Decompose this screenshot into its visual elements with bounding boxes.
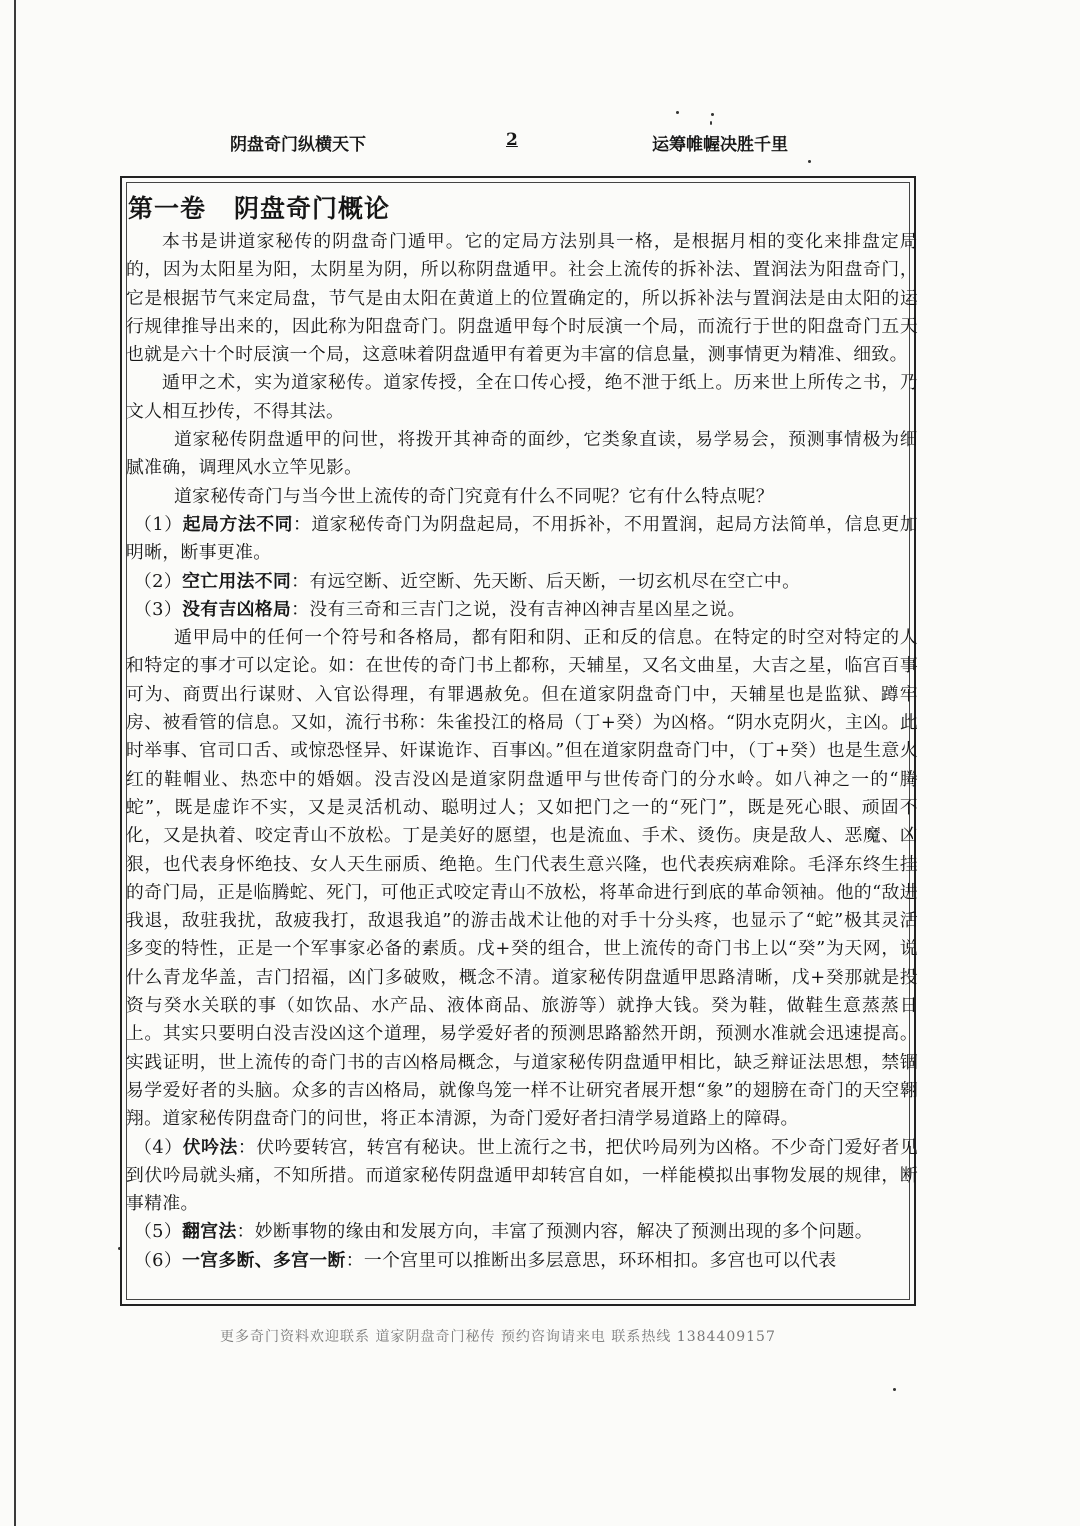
scan-speck [710, 121, 712, 125]
item-heading: 伏吟法 [182, 1136, 238, 1158]
scan-speck [676, 111, 679, 114]
item-text: ：一个宫里可以推断出多层意思，环环相扣。多宫也可以代表 [345, 1249, 837, 1271]
item-number: （4） [134, 1136, 183, 1158]
feature-item [126, 1218, 918, 1246]
paragraph: 遁甲之术，实为道家秘传。道家传授，全在口传心授，绝不泄于纸上。历来世上所传之书，乃文人相互抄传，不得其法。 [126, 372, 918, 422]
paragraph: 道家秘传奇门与当今世上流传的奇门究竟有什么不同呢？它有什么特点呢？ [174, 485, 774, 507]
paragraph: 本书是讲道家秘传的阴盘奇门遁甲。它的定局方法别具一格，是根据月相的变化来排盘定局的，因为太阳星为阳，太阴星为阴，所以称阴盘遁甲。社会上流传的拆补法、置润法为阳盘奇门，它是根据节气来定局盘，节气是由太阳在黄道上的位置确定的，所以拆补法与置润法是由太阳的运行规律推导出来的，因此称为阳盘奇门。阴盘遁甲每个时辰演一个局，而流行于世的阳盘奇门五天也就是六十个时辰演一个局，这意味着阴盘遁甲有着更为丰富的信息量，测事情更为精准、细致。 [126, 231, 918, 366]
item-text: ：没有三奇和三吉门之说，没有吉神凶神吉星凶星之说。 [291, 598, 746, 620]
chapter-heading [128, 190, 918, 228]
feature-item [126, 1134, 918, 1219]
scan-speck [808, 160, 811, 163]
item-text: ：妙断事物的缘由和发展方向，丰富了预测内容，解决了预测出现的多个问题。 [236, 1221, 873, 1243]
item-number: （5） [134, 1221, 183, 1243]
paragraph: 道家秘传阴盘遁甲的问世，将拨开其神奇的面纱，它类象直读，易学易会，预测事情极为细腻准确，调理风水立竿见影。 [126, 429, 918, 479]
item-text: ：伏吟要转宫，转宫有秘诀。世上流行之书，把伏吟局列为凶格。不少奇门爱好者见到伏吟局就头痛，不知所措。而道家秘传阴盘遁甲却转宫自如，一样能模拟出事物发展的规律，断事精准。 [126, 1136, 919, 1215]
feature-item [126, 511, 918, 568]
feature-item [126, 596, 918, 624]
scan-speck [711, 113, 714, 116]
item-text: ：道家秘传奇门为阴盘起局，不用拆补，不用置润，起局方法简单，信息更加明晰，断事更准。 [126, 513, 918, 564]
item-heading: 没有吉凶格局 [182, 598, 292, 620]
item-number: （1） [134, 513, 183, 535]
footer-text: 更多奇门资料欢迎联系 道家阴盘奇门秘传 预约咨询请来电 联系热线 1384409157 [220, 1329, 776, 1345]
volume-label: 第一卷 [128, 194, 207, 223]
item-number: （2） [134, 570, 183, 592]
item-heading: 翻宫法 [182, 1221, 237, 1243]
chapter-body [126, 190, 918, 1275]
paragraph: 遁甲局中的任何一个符号和各格局，都有阳和阴、正和反的信息。在特定的时空对特定的人和特定的事才可以定论。如：在世传的奇门书上都称，天辅星，又名文曲星，大吉之星，临宫百事可为、商贾出行谋财、入官讼得理，有罪遇赦免。但在道家阴盘奇门中，天辅星也是监狱、蹲牢房、被看管的信息。又如，流行书称：朱雀投江的格局（丁+癸）为凶格。“阴水克阴火，主凶。此时举事、官司口舌、或惊恐怪异、奸谋诡诈、百事凶。”但在道家阴盘奇门中，（丁+癸）也是生意火红的鞋帽业、热恋中的婚姻。没吉没凶是道家阴盘遁甲与世传奇门的分水岭。如八神之一的“腾蛇”，既是虚诈不实，又是灵活机动、聪明过人；又如把门之一的“死门”，既是死心眼、顽固不化，又是执着、咬定青山不放松。丁是美好的愿望，也是流血、手术、烫伤。庚是敌人、恶魔、凶狠，也代表身怀绝技、女人天生丽质、绝艳。生门代表生意兴隆，也代表疾病难除。毛泽东终生挂的奇门局，正是临腾蛇、死门，可他正式咬定青山不放松，将革命进行到底的革命领袖。他的“敌进我退，敌驻我扰，敌疲我打，敌退我追”的游击战术让他的对手十分头疼，也显示了“蛇”极其灵活多变的特性，正是一个军事家必备的素质。戊+癸的组合，世上流传的奇门书上以“癸”为天网，说什么青龙华盖，吉门招福，凶门多破败，概念不清。道家秘传阴盘遁甲思路清晰，戊+癸那就是投资与癸水关联的事（如饮品、水产品、液体商品、旅游等）就挣大钱。癸为鞋，做鞋生意蒸蒸日上。其实只要明白没吉没凶这个道理，易学爱好者的预测思路豁然开朗，预测水准就会迅速提高。实践证明，世上流传的奇门书的吉凶格局概念，与道家秘传阴盘遁甲相比，缺乏辩证法思想，禁锢易学爱好者的头脑。众多的吉凶格局，就像鸟笼一样不让研究者展开想“象”的翅膀在奇门的天空翱翔。道家秘传阴盘奇门的问世，将正本清源，为奇门爱好者扫清学易道路上的障碍。 [126, 627, 918, 1130]
item-heading: 起局方法不同 [182, 513, 294, 535]
item-text: ：有远空断、近空断、先天断、后天断，一切玄机尽在空亡中。 [291, 570, 801, 592]
scan-speck [893, 1388, 896, 1391]
item-heading: 空亡用法不同 [182, 570, 292, 592]
item-number: （6） [134, 1249, 183, 1271]
book-title: 阴盘奇门纵横天下 [230, 135, 366, 155]
chapter-title: 阴盘奇门概论 [234, 194, 391, 223]
running-header [0, 130, 1080, 160]
scan-edge-line [14, 0, 16, 1526]
book-slogan: 运筹帷幄决胜千里 [652, 135, 788, 155]
feature-item [126, 568, 918, 596]
item-heading: 一宫多断、多宫一断 [182, 1249, 346, 1271]
feature-item [126, 1247, 918, 1275]
item-number: （3） [134, 598, 183, 620]
cut-off-footer [220, 1318, 840, 1345]
page-number: 2 [506, 130, 518, 150]
